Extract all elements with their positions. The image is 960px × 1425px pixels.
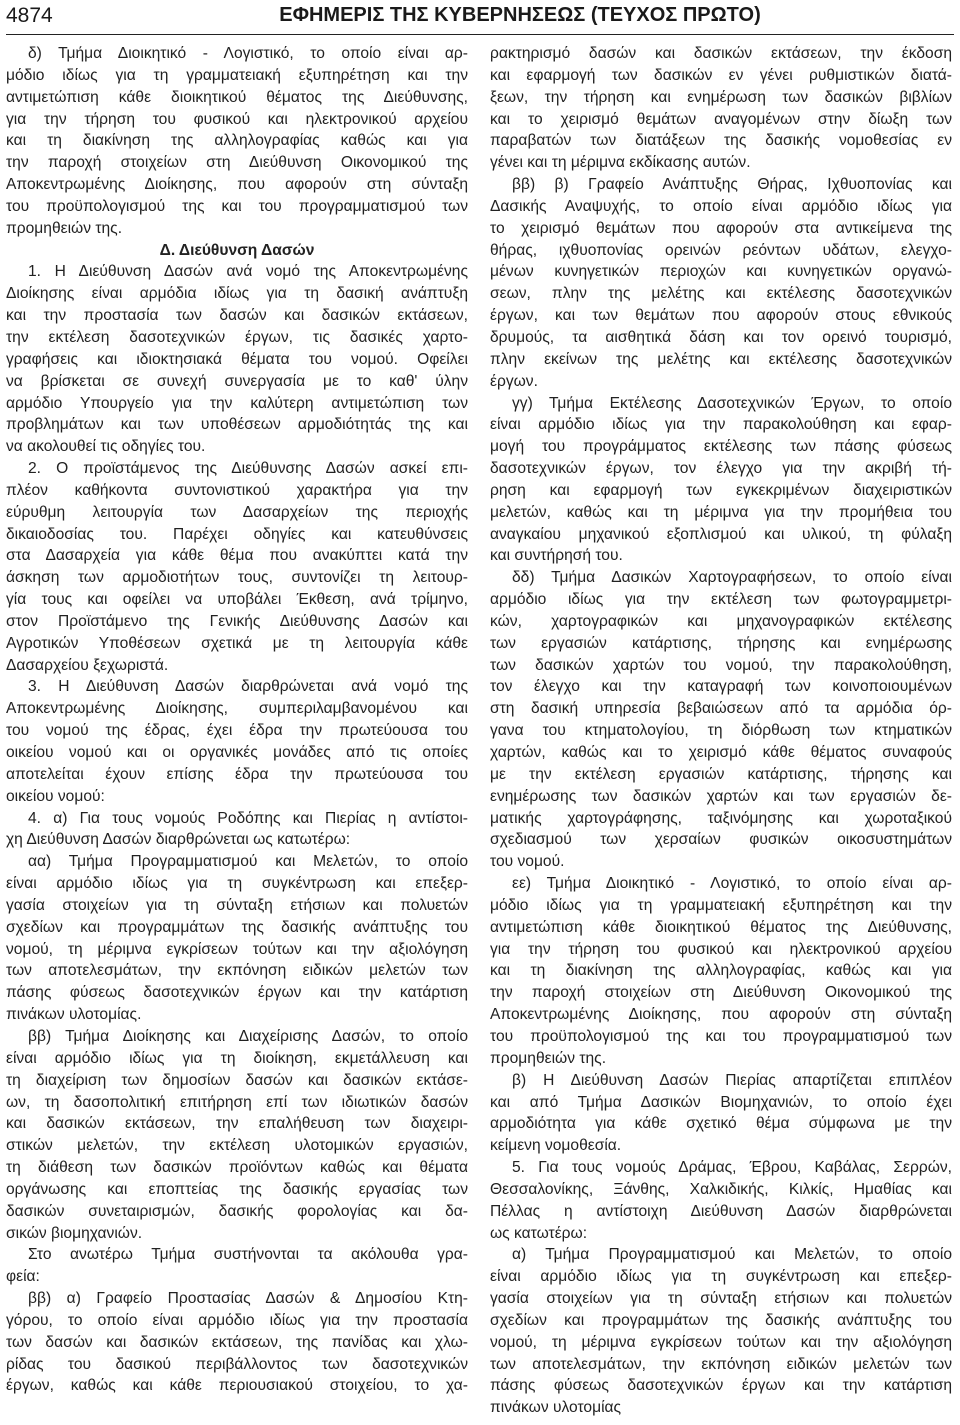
text-line: Δασικής Αναψυχής, το οποίο είναι αρμόδιο ιδίως για — [490, 197, 952, 215]
text-line: μόδιο ιδίως για τη γραμματειακή εξυπηρέτηση και την — [6, 66, 468, 84]
text-line: γία τους και οφείλει να υποβάλει Έκθεση, ανά τρίμηνο, — [6, 591, 468, 609]
text-line: μόδιο ιδίως για τη γραμματειακή εξυπηρέτηση και την — [490, 896, 952, 914]
text-line: μένων κυνηγετικών περιοχών και κυνηγετικών οργανώ- — [490, 263, 952, 281]
text-line: Πέλλας η αντίστοιχη Διεύθυνση Δασών διαρθρώνεται — [490, 1202, 952, 1220]
text-line: τη διάθεση των δασικών προϊόντων καθώς και θέματα — [6, 1159, 468, 1177]
text-line: το χειρισμό θεμάτων που αφορούν στα αντικείμενα της — [490, 219, 952, 237]
text-line: σχεδίων και προγραμμάτων της δασικής ανάπτυξης του — [490, 1311, 952, 1329]
section-heading: Δ. Διεύθυνση Δασών — [159, 241, 315, 259]
text-line: γασία στοιχείων για τη σύνταξη ετήσιων και πολυετών — [490, 1290, 952, 1308]
text-line: 1. Η Διεύθυνση Δασών ανά νομό της Αποκεντρωμένης — [28, 263, 468, 281]
text-line: Αποκεντρωμένης Διοίκησης, που αφορούν στη σύνταξη — [490, 1006, 952, 1024]
text-line: οργάνωσης και εποπτείας της δασικής εργασίας των — [6, 1180, 468, 1198]
text-line: του προϋπολογισμού της και του προγραμματισμού των — [6, 197, 468, 215]
text-line: έργων. — [490, 372, 538, 390]
text-line: είναι αρμόδιο ιδίως για την παρακολούθηση και εφαρ- — [490, 416, 952, 434]
text-line: αντιμετώπιση κάθε διοικητικού θέματος της Διεύθυνσης, — [490, 918, 952, 936]
text-line: γόρου, το οποίο είναι αρμόδιο ιδίως για την προστασία — [6, 1311, 468, 1329]
text-line: γασία στοιχείων για τη σύνταξη ετήσιων και πολυετών — [6, 896, 468, 914]
text-line: δ) Τμήμα Διοικητικό - Λογιστικό, το οποίο είναι αρ- — [28, 45, 468, 62]
text-line: και εφαρμογή των δασικών εν γένει ρυθμιστικών διατά- — [490, 66, 952, 84]
page-header — [0, 0, 960, 38]
text-line: προβλημάτων και των υποθέσεων αρμοδιότητάς της και — [6, 416, 468, 434]
text-line: οικείου νομού: — [6, 787, 105, 805]
text-line: είναι αρμόδιο ιδίως για τη συγκέντρωση και επεξερ- — [6, 875, 468, 893]
text-line: πινάκων υλοτομίας. — [6, 1006, 142, 1024]
text-line: σχεδιασμού των χερσαίων φυσικών οικοσυστημάτων — [490, 831, 952, 849]
text-line: του προϋπολογισμού της και του προγραμματισμού των — [490, 1027, 952, 1045]
text-line: 3. Η Διεύθυνση Δασών διαρθρώνεται ανά νομό της — [28, 678, 468, 696]
text-line: σεων, πλην της μελέτης και εκτέλεσης δασοτεχνικών — [490, 285, 952, 303]
text-line: ως κατωτέρω: — [490, 1224, 588, 1242]
text-line: χη Διεύθυνση Δασών διαρθρώνεται ως κατωτέρω: — [6, 831, 351, 849]
text-line: γραφήσεις και ιδιοκτησιακά θέματα του νομού. Οφείλει — [6, 350, 468, 368]
text-line: πλέον καθήκοντα συντονιστικού χαρακτήρα για την — [6, 481, 468, 499]
text-line: γγ) Τμήμα Εκτέλεσης Δασοτεχνικών Έργων, το οποίο — [512, 394, 952, 412]
text-line: των δασικών χαρτών του νομού, την παρακολούθηση, — [490, 656, 952, 674]
text-line: αποτελείται έχουν επίσης έδρα την πρωτεύουσα του — [6, 765, 468, 783]
text-line: ενημέρωσης των δασικών χαρτών και των εργασιών δε- — [490, 787, 952, 805]
text-line: τη διαχείριση των δημοσίων δασών και δασικών εκτάσε- — [6, 1071, 468, 1089]
left-column — [6, 43, 468, 1397]
text-line: πινάκων υλοτομίας — [490, 1399, 622, 1417]
text-line: του νομού της έδρας, έχει έδρα την πρωτεύουσα του — [6, 722, 468, 740]
text-line: Δασαρχείου ξεχωριστά. — [6, 656, 169, 674]
text-line: και την προστασία των δασών και δασικών εκτάσεων, — [6, 307, 468, 325]
text-line: νομού, τη μέριμνα εγκρίσεων τούτων και την αξιολόγηση — [490, 1333, 952, 1351]
text-line: σικών βιομηχανιών. — [6, 1224, 143, 1242]
text-line: αα) Τμήμα Προγραμματισμού και Μελετών, το οποίο — [28, 853, 468, 871]
text-line: εε) Τμήμα Διοικητικό - Λογιστικό, το οποίο είναι αρ- — [512, 875, 952, 893]
text-line: του νομού. — [490, 853, 565, 871]
text-line: για την τήρηση του φυσικού και ηλεκτρονικού αρχείου — [490, 940, 952, 958]
page-number: 4874 — [6, 4, 53, 27]
text-line: δδ) Τμήμα Δασικών Χαρτογραφήσεων, το οποίο είναι — [512, 569, 952, 587]
text-line: των δασών και δασικών εκτάσεων, της πανίδας και χλω- — [6, 1333, 468, 1351]
text-line: μελετών, καθώς και τη μέριμνα για την προμήθεια του — [490, 503, 952, 521]
text-line: και τη διακίνηση της αλληλογραφίας, καθώς και για — [490, 962, 952, 980]
text-line: ρηση και εφαρμογή των εγκεκριμένων διαχειριστικών — [490, 481, 952, 499]
text-line: Αποκεντρωμένης Διοίκησης, που αφορούν στη σύνταξη — [6, 176, 468, 194]
text-line: αρμοδιότητα για κάθε σχετικό θέμα σύμφωνα με την — [490, 1115, 952, 1133]
text-line: και από Τμήμα Δασικών Βιομηχανιών, το οποίο έχει — [490, 1093, 952, 1111]
text-line: α) Τμήμα Προγραμματισμού και Μελετών, το οποίο — [512, 1246, 952, 1264]
text-line: δασικών συνεταιρισμών, δασικής φορολογίας και δα- — [6, 1202, 468, 1220]
text-line: προμηθειών της. — [490, 1049, 607, 1067]
text-line: πάσης φύσεως δασοτεχνικών έργων και την κατάρτιση — [490, 1377, 952, 1395]
text-line: είναι αρμόδιο ιδίως για τη συγκέντρωση και επεξερ- — [490, 1268, 952, 1286]
text-line: την παροχή στοιχείων στη Διεύθυνση Οικονομικού της — [490, 984, 952, 1002]
text-line: Στο ανωτέρω Τμήμα συστήνονται τα ακόλουθα γρα- — [28, 1246, 468, 1264]
text-line: φεία: — [6, 1268, 40, 1286]
gazette-title: ΕΦΗΜΕΡΙΣ ΤΗΣ ΚΥΒΕΡΝΗΣΕΩΣ (ΤΕΥΧΟΣ ΠΡΩΤΟ) — [279, 4, 761, 26]
text-line: και συντήρησή του. — [490, 547, 623, 565]
text-line: ματικής χαρτογράφησης, ταξινόμησης και χωροταξικού — [490, 809, 952, 827]
text-line: θήρας, ιχθυοπονίας ορεινών ρεόντων υδάτων, ελεγχο- — [490, 241, 952, 259]
text-line: δρυμούς, τα αισθητικά δάση και τον ορεινό τουρισμό, — [490, 328, 952, 346]
text-line: είναι αρμόδιο ιδίως για τη διοίκηση, εκμετάλλευση και — [6, 1049, 468, 1067]
text-line: στη δασική υπηρεσία βεβαιώσεων από τα αρμόδια όρ- — [490, 700, 952, 718]
text-line: δικαιοδοσίας του. Παρέχει οδηγίες και κατευθύνσεις — [6, 525, 468, 543]
text-line: να ακολουθεί τις οδηγίες του. — [6, 438, 206, 456]
text-line: κείμενη νομοθεσία. — [490, 1137, 622, 1155]
text-line: παραβατών των διατάξεων της δασικής νομοθεσίας εν — [490, 132, 952, 150]
text-line: ρίδας του δασικού περιβάλλοντος των δασοτεχνικών — [6, 1355, 468, 1373]
text-line: ββ) α) Γραφείο Προστασίας Δασών & Δημοσίου Κτη- — [28, 1290, 468, 1308]
text-line: στον Προϊστάμενο της Γενικής Διεύθυνσης Δασών και — [6, 612, 468, 630]
text-line: νομού, τη μέριμνα εγκρίσεων τούτων και την αξιολόγηση — [6, 940, 468, 958]
text-line: κών, χαρτογραφικών και μηχανογραφικών εκτέλεσης — [490, 612, 952, 630]
text-line: αρμόδιο Υπουργείο για την καλύτερη αντιμετώπιση των — [6, 394, 468, 412]
text-line: Θεσσαλονίκης, Ξάνθης, Χαλκιδικής, Κιλκίς, Ημαθίας και — [490, 1180, 952, 1198]
text-line: και τη διακίνηση της αλληλογραφίας καθώς και για — [6, 132, 468, 150]
text-line: γένει και τη μέριμνα εκδίκασης αυτών. — [490, 154, 751, 172]
text-line: 4. α) Για τους νομούς Ροδόπης και Πιερίας η αντίστοι- — [28, 809, 468, 827]
text-line: πάσης φύσεως δασοτεχνικών έργων και την κατάρτιση — [6, 984, 468, 1002]
text-line: σχεδίων και προγραμμάτων της δασικής ανάπτυξης του — [6, 918, 468, 936]
text-line: με την εκτέλεση εργασιών κατάρτισης, τήρησης και — [490, 765, 952, 783]
text-line: πλην εκείνων της μελέτης και εκτέλεσης δασοτεχνικών — [490, 350, 952, 368]
text-line: μογή του προγράμματος εκτέλεσης των πάσης φύσεως — [490, 438, 952, 456]
text-line: οικείου νομού και οι οργανικές μονάδες από τις οποίες — [6, 744, 468, 761]
text-line: ων, τη δασοπολιτική επιτήρηση επί των ιδιωτικών δασών — [6, 1093, 468, 1111]
text-line: και το χειρισμό θεμάτων αναγομένων στην δίωξη των — [490, 110, 952, 128]
text-line: αναγκαίου μηχανικού εξοπλισμού και υλικού, τη φύλαξη — [490, 525, 952, 543]
text-line: των αποτελεσμάτων, την εκπόνηση ειδικών μελετών των — [6, 962, 468, 980]
text-line: ββ) Τμήμα Διοίκησης και Διαχείρισης Δασών, το οποίο — [28, 1027, 468, 1045]
text-line: β) Η Διεύθυνση Δασών Πιερίας απαρτίζεται επιπλέον — [512, 1071, 952, 1089]
text-line: των εργασιών κατάρτισης, τήρησης και ενημέρωσης — [490, 634, 952, 652]
text-line: Αποκεντρωμένης Διοίκησης, συμπεριλαμβανομένου και — [6, 700, 468, 718]
right-column — [490, 43, 952, 1419]
text-line: γανα του κτηματολογίου, τη διόρθωση των κτηματικών — [490, 722, 952, 740]
text-line: προμηθειών της. — [6, 219, 123, 237]
text-line: αντιμετώπιση κάθε διοικητικού θέματος της Διεύθυνσης, — [6, 88, 468, 106]
text-line: Διοίκησης είναι αρμόδια ιδίως για τη δασική ανάπτυξη — [6, 285, 468, 303]
text-line: χαρτών, καθώς και το χειρισμό κάθε θέματος συναφούς — [490, 744, 952, 761]
text-line: έργων, και των θεμάτων που αφορούν στους εθνικούς — [490, 307, 952, 325]
text-line: Αγροτικών Υποθέσεων σχετικά με τη λειτουργία κάθε — [6, 634, 468, 652]
text-line: την εκτέλεση δασοτεχνικών έργων, τις δασικές χαρτο- — [6, 328, 468, 346]
text-line: την παροχή στοιχείων στη Διεύθυνση Οικονομικού της — [6, 154, 468, 172]
text-line: ρακτηρισμό δασών και δασικών εκτάσεων, την έκδοση — [490, 45, 952, 62]
text-line: έργων, καθώς και κάθε περιουσιακού στοιχείου, το χα- — [6, 1377, 468, 1395]
text-line: των αποτελεσμάτων, την εκπόνηση ειδικών μελετών των — [490, 1355, 952, 1373]
text-line: να βρίσκεται σε συνεχή συνεργασία με το καθ' ύλην — [6, 372, 468, 390]
text-line: τον έλεγχο και την καταγραφή των κοινοποιουμένων — [490, 678, 952, 696]
text-line: εύρυθμη λειτουργία των Δασαρχείων της περιοχής — [6, 503, 468, 521]
text-line: στα Δασαρχεία για κάθε θέμα που ανακύπτει κατά την — [6, 547, 468, 565]
text-line: και δασικών εκτάσεων, την επαλήθευση των διαχειρι- — [6, 1115, 468, 1133]
text-line: για την τήρηση του φυσικού και ηλεκτρονικού αρχείου — [6, 110, 468, 128]
text-line: δασοτεχνικών έργων, τον έλεγχο για την ακριβή τή- — [490, 460, 952, 478]
header-rule — [6, 34, 954, 35]
text-line: ξεων, την τήρηση και ενημέρωση των δασικών βιβλίων — [490, 88, 952, 106]
text-line: άσκηση των αρμοδιοτήτων τους, συντονίζει τη λειτουρ- — [6, 569, 468, 587]
text-line: αρμόδιο ιδίως για την εκτέλεση των φωτογραμμετρι- — [490, 591, 952, 609]
text-line: ββ) β) Γραφείο Ανάπτυξης Θήρας, Ιχθυοπονίας και — [512, 176, 952, 194]
text-line: στικών μελετών, την εκτέλεση υλοτομικών εργασιών, — [6, 1137, 468, 1155]
text-line: 2. Ο προϊστάμενος της Διεύθυνσης Δασών ασκεί επι- — [28, 460, 468, 478]
text-line: 5. Για τους νομούς Δράμας, Έβρου, Καβάλας, Σερρών, — [512, 1159, 952, 1177]
